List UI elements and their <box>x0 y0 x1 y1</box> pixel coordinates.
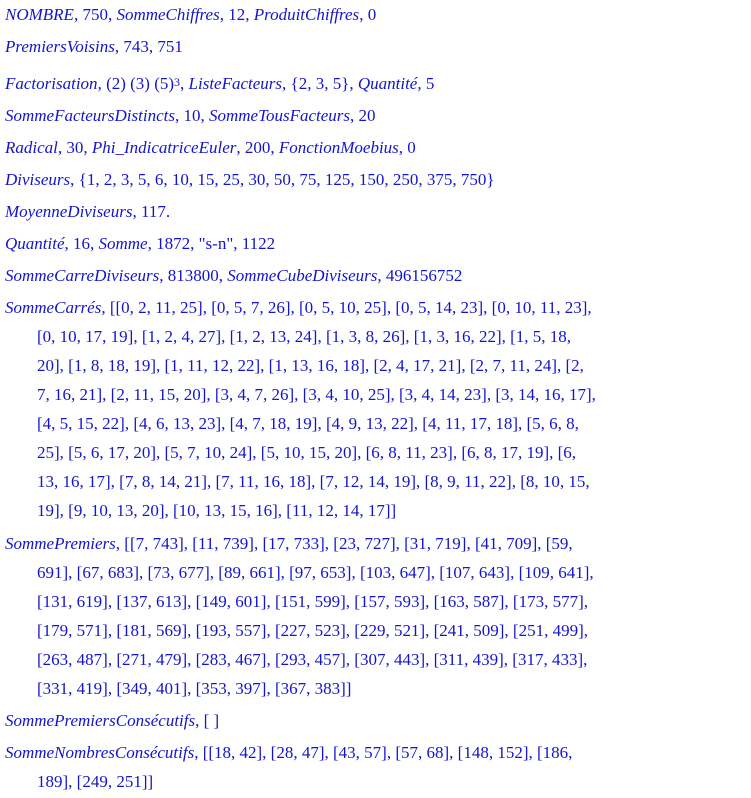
output-line-moyenne-diviseurs <box>5 197 170 226</box>
somme-carres-continuation: 25], [5, 6, 17, 20], [5, 7, 10, 24], [5, 10, 15, 20], [6, 8, 11, 23], [6, 8, 17, 19], [6, <box>37 443 577 462</box>
value-quantite-diviseurs: , 16, <box>64 234 99 253</box>
value-moebius: , 0 <box>398 138 416 157</box>
value-produit-chiffres: , 0 <box>359 5 377 24</box>
value-factorisation: , (2) (3) (5) <box>97 74 175 93</box>
value-premiers-voisins: , 743, 751 <box>114 37 183 56</box>
value-somme-diviseurs: , 1872, "s-n", 1122 <box>147 234 276 253</box>
key-somme-nombres-consecutifs: SommeNombresConsécutifs <box>5 743 195 762</box>
somme-premiers-continuation: 691], [67, 683], [73, 677], [89, 661], [97, 653], [103, 647], [107, 643], [109, 641], <box>37 563 594 582</box>
value-radical: , 30, <box>57 138 92 157</box>
key-moebius: FonctionMoebius <box>278 138 399 157</box>
key-factorisation: Factorisation <box>5 74 98 93</box>
value-somme-premiers: , [[7, 743], [11, 739], [17, 733], [23, 727], [31, 719], [41, 709], [59, <box>115 534 573 553</box>
output-line-premiers-voisins <box>5 32 183 61</box>
output-line-somme-carres <box>5 293 592 322</box>
output-line-quantite-somme <box>5 229 275 258</box>
key-moyenne-diviseurs: MoyenneDiviseurs <box>5 202 133 221</box>
separator: , <box>180 74 189 93</box>
key-phi: Phi_IndicatriceEuler <box>91 138 237 157</box>
value-somme-carres: , [[0, 2, 11, 25], [0, 5, 7, 26], [0, 5, 10, 25], [0, 5, 14, 23], [0, 10, 11, 23], <box>101 298 592 317</box>
somme-carres-continuation: 19], [9, 10, 13, 20], [10, 13, 15, 16], [11, 12, 14, 17]] <box>37 501 397 520</box>
somme-premiers-continuation: [131, 619], [137, 613], [149, 601], [151, 599], [157, 593], [163, 587], [173, 577], <box>37 592 589 611</box>
somme-carres-continuation: [4, 5, 15, 22], [4, 6, 13, 23], [4, 7, 18, 19], [4, 9, 13, 22], [4, 11, 17, 18], [5, 6, 8, <box>37 414 579 433</box>
key-somme-diviseurs: Somme <box>98 234 148 253</box>
somme-premiers-continuation: [331, 419], [349, 401], [353, 397], [367, 383]] <box>37 679 352 698</box>
somme-carres-continuation: 20], [1, 8, 18, 19], [1, 11, 12, 22], [1, 13, 16, 18], [2, 4, 17, 21], [2, 7, 11, 24], [2, <box>37 356 584 375</box>
exponent: 3 <box>174 75 181 89</box>
output-line-somme-carre-cube <box>5 261 462 290</box>
key-somme-cube-diviseurs: SommeCubeDiviseurs <box>227 266 378 285</box>
output-line-nombre <box>5 0 376 29</box>
key-somme-carres: SommeCarrés <box>5 298 102 317</box>
value-somme-tous-facteurs: , 20 <box>350 106 376 125</box>
key-radical: Radical <box>5 138 58 157</box>
value-somme-facteurs-distincts: , 10, <box>174 106 209 125</box>
value-somme-carre-diviseurs: , 813800, <box>159 266 228 285</box>
somme-carres-continuation: 13, 16, 17], [7, 8, 14, 21], [7, 11, 16, 18], [7, 12, 14, 19], [8, 9, 11, 22], [8, 10, 15, <box>37 472 590 491</box>
key-somme-facteurs-distincts: SommeFacteursDistincts <box>5 106 175 125</box>
value-phi: , 200, <box>236 138 279 157</box>
output-line-somme-nombres-consecutifs <box>5 738 572 767</box>
key-liste-facteurs: ListeFacteurs <box>188 74 283 93</box>
output-line-diviseurs <box>5 165 495 194</box>
output-line-somme-premiers <box>5 529 573 558</box>
value-nombre: , 750, <box>73 5 117 24</box>
key-somme-carre-diviseurs: SommeCarreDiviseurs <box>5 266 160 285</box>
value-somme-premiers-consecutifs: , [ ] <box>195 711 220 730</box>
key-nombre: NOMBRE <box>5 5 74 24</box>
key-somme-chiffres: SommeChiffres <box>116 5 220 24</box>
key-somme-premiers-consecutifs: SommePremiersConsécutifs <box>5 711 196 730</box>
value-somme-chiffres: , 12, <box>219 5 254 24</box>
output-line-factorisation <box>5 69 434 100</box>
value-moyenne-diviseurs: , 117. <box>132 202 171 221</box>
output-line-radical <box>5 133 416 162</box>
key-produit-chiffres: ProduitChiffres <box>253 5 360 24</box>
value-somme-nombres-consecutifs: , [[18, 42], [28, 47], [43, 57], [57, 68], [148, 152], [186, <box>194 743 573 762</box>
output-line-somme-premiers-consecutifs <box>5 706 219 735</box>
somme-carres-continuation: [0, 10, 17, 19], [1, 2, 4, 27], [1, 2, 13, 24], [1, 3, 8, 26], [1, 3, 16, 22], [1, 5, 18, <box>37 327 572 346</box>
value-diviseurs: , {1, 2, 3, 5, 6, 10, 15, 25, 30, 50, 75, 125, 150, 250, 375, 750} <box>70 170 495 189</box>
value-quantite-facteurs: , 5 <box>417 74 435 93</box>
somme-nombres-consecutifs-continuation: 189], [249, 251]] <box>37 772 154 791</box>
somme-premiers-continuation: [263, 487], [271, 479], [283, 467], [293, 457], [307, 443], [311, 439], [317, 433], <box>37 650 588 669</box>
value-somme-cube-diviseurs: , 496156752 <box>377 266 463 285</box>
output-line-somme-facteurs <box>5 101 376 130</box>
key-somme-premiers: SommePremiers <box>5 534 116 553</box>
somme-premiers-continuation: [179, 571], [181, 569], [193, 557], [227, 523], [229, 521], [241, 509], [251, 499], <box>37 621 589 640</box>
key-quantite-facteurs: Quantité <box>357 74 418 93</box>
somme-carres-continuation: 7, 16, 21], [2, 11, 15, 20], [3, 4, 7, 26], [3, 4, 10, 25], [3, 4, 14, 23], [3, 14, 16, 17], <box>37 385 596 404</box>
key-premiers-voisins: PremiersVoisins <box>5 37 115 56</box>
key-diviseurs: Diviseurs <box>5 170 71 189</box>
value-liste-facteurs: , {2, 3, 5}, <box>282 74 358 93</box>
key-quantite-diviseurs: Quantité <box>5 234 65 253</box>
key-somme-tous-facteurs: SommeTousFacteurs <box>208 106 351 125</box>
